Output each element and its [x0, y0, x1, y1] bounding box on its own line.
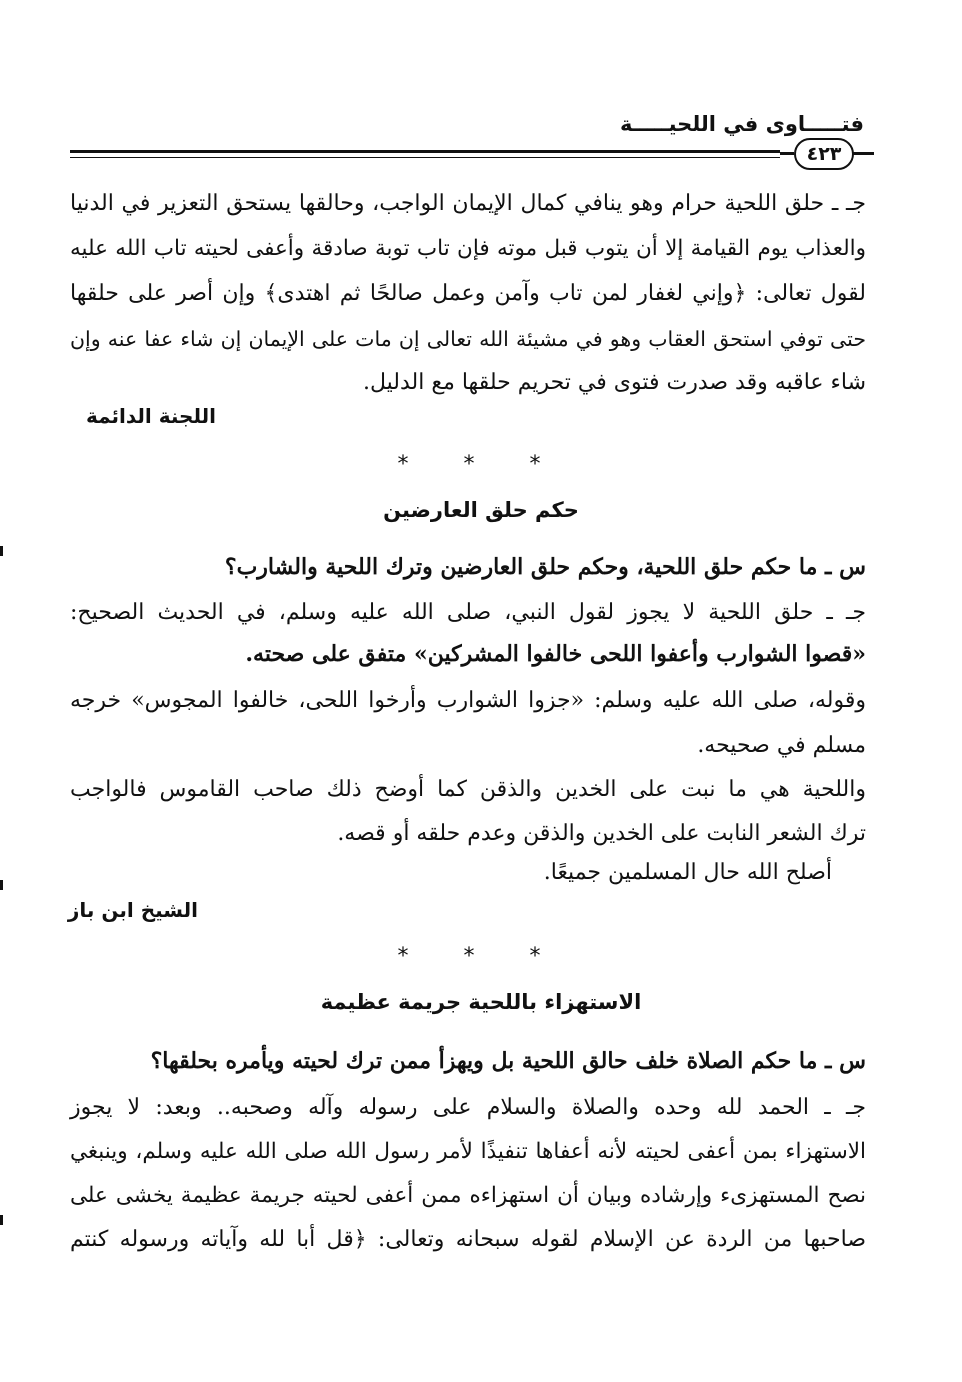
- section-heading: حكم حلق العارضين: [383, 498, 579, 522]
- header-rule-thin: [70, 157, 780, 158]
- page-number-rule-right: [852, 152, 874, 155]
- hadith-text: «قصوا الشوارب وأعفوا اللحى خالفوا المشركين» متفق على صحته.: [245, 641, 866, 667]
- text-line: حتى توفي استحق العقاب وهو في مشيئة الله تعالى إن مات على الإيمان إن شاء عفا عنه وإن: [70, 327, 866, 351]
- text-line: جـ ـ حلق اللحية لا يجوز لقول النبي، صلى الله عليه وسلم، في الحديث الصحيح:: [70, 600, 866, 625]
- text-line: جـ ـ حلق اللحية حرام وهو ينافي كمال الإيمان الواجب، وحالقها يستحق التعزير في الدنيا: [70, 191, 866, 216]
- scan-margin-mark: [0, 1215, 3, 1225]
- text-line: ترك الشعر النابت على الخدين والذقن وعدم حلقه أو قصه.: [337, 821, 866, 846]
- page-number-ornament: [780, 137, 874, 171]
- question-text: س ـ ما حكم الصلاة خلف حالق اللحية بل ويهزأ ممن ترك لحيته ويأمره بحلقها؟: [150, 1048, 866, 1074]
- running-header-title: فتـــــاوى في اللحيـــــة: [619, 112, 864, 136]
- text-line: لقول تعالى: ﴿وإني لغفار لمن تاب وآمن وعمل صالحًا ثم اهتدى﴾ وإن أصر على حلقها: [70, 281, 866, 306]
- text-line: [70, 858, 866, 888]
- text-line: صاحبها من الردة عن الإسلام لقوله سبحانه وتعالى: ﴿قل أبا لله وآياته ورسوله كنتم: [70, 1227, 866, 1252]
- text-line: الاستهزاء بمن أعفى لحيته لأنه أعفاها تنفيذًا لأمر رسول الله صلى الله عليه وسلم، وينبغي: [70, 1139, 866, 1164]
- header-rule: [70, 150, 780, 153]
- text-line: شاء عاقبه وقد صدرت فتوى في تحريم حلقها مع الدليل.: [363, 370, 866, 395]
- text-line: جـ ـ الحمد لله وحده والصلاة والسلام على رسوله وآله وصحبه.. وبعد: لا يجوز: [70, 1095, 866, 1120]
- page-number: ٤٢٣: [794, 138, 854, 170]
- scan-margin-mark: [0, 546, 3, 556]
- text-line: نصح المستهزىء وإرشاده وبيان أن استهزاءه ممن أعفى لحيته جريمة عظيمة يخشى على: [70, 1183, 866, 1208]
- section-separator: * * *: [397, 944, 565, 969]
- page-number-rule-left: [780, 152, 794, 155]
- section-separator: * * *: [397, 452, 565, 477]
- text-line: وقوله، صلى الله عليه وسلم: «جزوا الشوارب وأرخوا اللحى، خالفوا المجوس» خرجه: [70, 688, 866, 713]
- question-text: س ـ ما حكم حلق اللحية، وحكم حلق العارضين وترك اللحية والشارب؟: [224, 554, 866, 580]
- signature-standing-committee: اللجنة الدائمة: [85, 404, 216, 428]
- section-heading: الاستهزاء باللحية جريمة عظيمة: [320, 990, 642, 1014]
- text-line: واللحية هي ما نبت على الخدين والذقن كما أوضح ذلك صاحب القاموس فالواجب: [70, 777, 866, 802]
- signature-ibn-baz: الشيخ ابن باز: [67, 898, 198, 922]
- text-line: والعذاب يوم القيامة إلا أن يتوب قبل موته فإن تاب توبة صادقة وأعفى لحيته تاب الله عليه: [70, 236, 866, 261]
- scan-margin-mark: [0, 880, 3, 890]
- closing-prayer: أصلح الله حال المسلمين جميعًا.: [543, 860, 832, 885]
- text-line: مسلم في صحيحه.: [697, 733, 866, 758]
